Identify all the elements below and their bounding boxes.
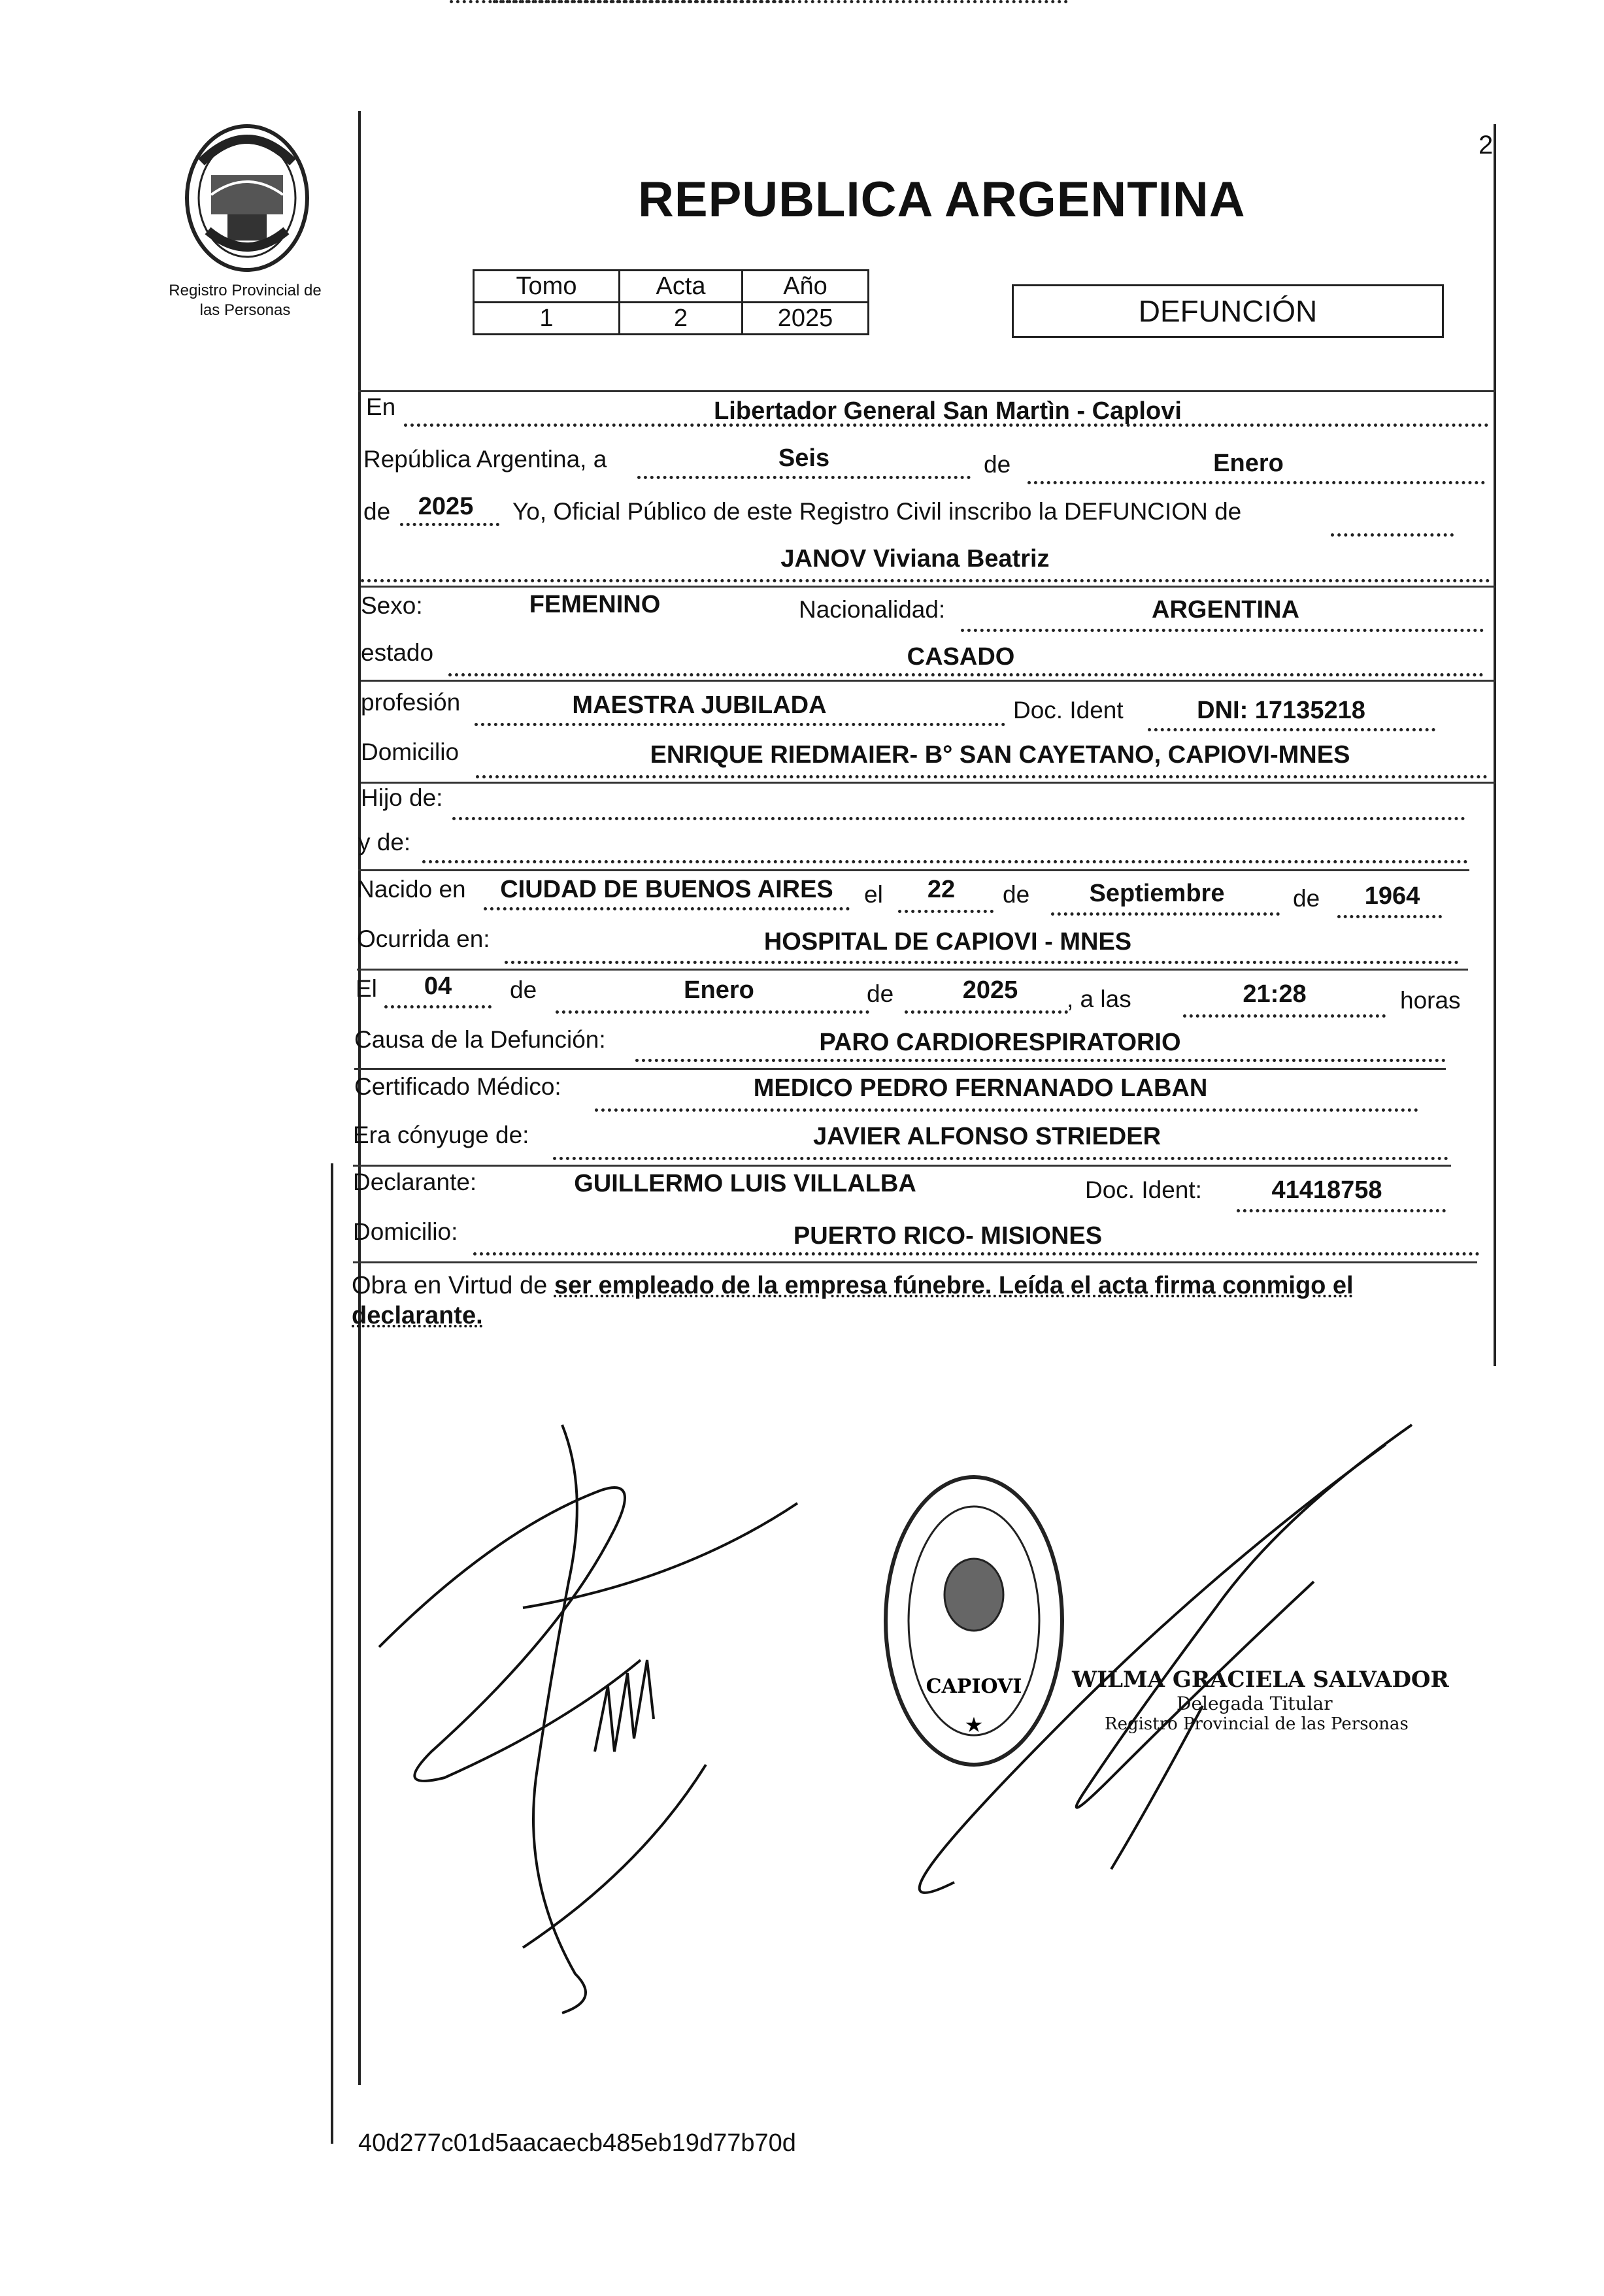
- official-signature: [920, 1425, 1412, 1893]
- row-separator: [353, 1165, 1451, 1167]
- dotted-line: [635, 1059, 1446, 1062]
- y-de-label: y de:: [358, 829, 411, 856]
- dotted-line: [1028, 481, 1485, 484]
- dotted-line: [556, 1010, 869, 1014]
- dotted-line: [1237, 1209, 1446, 1212]
- declarante-label: Declarante:: [353, 1169, 477, 1195]
- birth-day: 22: [927, 876, 956, 903]
- conyuge-value: JAVIER ALFONSO STRIEDER: [812, 1123, 1161, 1150]
- place-value: Libertador General San Martìn - Caplovi: [714, 397, 1182, 425]
- dotted-line: [404, 424, 1489, 427]
- logo-caption: [147, 281, 343, 320]
- declarante-value: GUILLERMO LUIS VILLALBA: [574, 1170, 916, 1197]
- de-year-label: de: [363, 498, 391, 525]
- record-value-row: [474, 303, 869, 335]
- page-number: 2: [1479, 131, 1494, 159]
- en-label: En: [366, 393, 396, 420]
- dotted-line: [961, 629, 1484, 632]
- dotted-line: [484, 907, 850, 910]
- alas-label: , a las: [1067, 986, 1131, 1012]
- death-de-label: de: [510, 976, 537, 1003]
- dotted-line: [448, 673, 1484, 676]
- anio-value: 2025: [743, 303, 869, 335]
- month-value: Enero: [1213, 450, 1284, 477]
- obra-label: Obra en Virtud de: [352, 1272, 548, 1299]
- el-death-label: El: [356, 975, 377, 1002]
- dotted-line: [1331, 533, 1454, 537]
- form-top-line: [358, 390, 1495, 392]
- nacionalidad-value: ARGENTINA: [1152, 596, 1299, 624]
- official-title: Delegada Titular: [1177, 1693, 1333, 1714]
- domicilio-label: Domicilio: [361, 739, 459, 765]
- estado-label: estado: [361, 639, 434, 666]
- decl-domicilio-value: PUERTO RICO- MISIONES: [793, 1222, 1103, 1250]
- row-separator: [358, 869, 1469, 871]
- death-de-label2: de: [867, 980, 894, 1007]
- dotted-line: [493, 0, 1068, 3]
- profesion-value: MAESTRA JUBILADA: [572, 691, 827, 719]
- registry-stamp: [886, 1477, 1062, 1765]
- row-separator: [361, 782, 1495, 784]
- dotted-line: [637, 476, 971, 479]
- el-label: el: [864, 881, 883, 908]
- dotted-line: [1337, 915, 1442, 918]
- year-value: 2025: [418, 493, 474, 520]
- record-type-box: DEFUNCIÓN: [1012, 284, 1444, 338]
- left-margin-line-lower: [331, 1163, 333, 2144]
- row-separator: [354, 1068, 1446, 1070]
- republica-label: República Argentina, a: [363, 446, 607, 473]
- doc-ident-label: Doc. Ident: [1013, 697, 1124, 724]
- record-table: [473, 269, 869, 335]
- dotted-line: [400, 523, 499, 526]
- birth-year: 1964: [1364, 882, 1420, 910]
- profesion-label: profesión: [361, 689, 461, 716]
- star-icon: ★: [964, 1712, 984, 1737]
- tomo-value: 1: [474, 303, 620, 335]
- dotted-line: [361, 579, 1490, 582]
- dotted-line: [452, 817, 1465, 820]
- nacido-label: Nacido en: [357, 876, 466, 903]
- de-label: de: [984, 451, 1011, 478]
- conyuge-label: Era cónyuge de:: [353, 1122, 529, 1148]
- death-year: 2025: [962, 976, 1018, 1004]
- acta-value: 2: [620, 303, 743, 335]
- causa-value: PARO CARDIORESPIRATORIO: [819, 1029, 1181, 1056]
- dotted-line: [1148, 728, 1435, 731]
- row-separator: [361, 680, 1495, 682]
- dotted-line: [505, 961, 1459, 964]
- sexo-label: Sexo:: [361, 592, 423, 619]
- birthplace-value: CIUDAD DE BUENOS AIRES: [500, 876, 833, 903]
- stamp-city: CAPIOVI: [926, 1675, 1022, 1698]
- doc-ident-value: DNI: 17135218: [1197, 697, 1365, 724]
- death-day: 04: [424, 973, 452, 1000]
- decl-doc-label: Doc. Ident:: [1085, 1176, 1202, 1203]
- birth-month: Septiembre: [1089, 880, 1225, 907]
- dotted-line: [553, 1157, 1448, 1160]
- dotted-line: [898, 910, 994, 913]
- obra-paragraph: [352, 1271, 1476, 1331]
- document-title: REPUBLICA ARGENTINA: [638, 172, 1246, 227]
- declarant-signature: [379, 1425, 797, 2013]
- dotted-line: [422, 860, 1468, 863]
- ocurrida-value: HOSPITAL DE CAPIOVI - MNES: [763, 928, 1132, 956]
- death-month: Enero: [684, 976, 754, 1004]
- nacionalidad-label: Nacionalidad:: [799, 596, 946, 623]
- right-margin-line: [1494, 124, 1496, 1366]
- birth-de-label2: de: [1293, 885, 1320, 912]
- decl-domicilio-label: Domicilio:: [353, 1218, 458, 1245]
- tomo-header: Tomo: [474, 271, 620, 303]
- logo-caption-line2: las Personas: [199, 301, 291, 319]
- ocurrida-label: Ocurrida en:: [357, 925, 490, 952]
- province-seal-logo: [182, 123, 312, 273]
- dotted-line: [384, 1005, 492, 1008]
- decl-doc-value: 41418758: [1271, 1176, 1382, 1204]
- deceased-name: JANOV Viviana Beatriz: [780, 545, 1050, 573]
- sexo-value: FEMENINO: [529, 591, 661, 618]
- death-time: 21:28: [1243, 980, 1307, 1008]
- document-hash: 40d277c01d5aacaecb485eb19d77b70d: [358, 2129, 796, 2157]
- dotted-line: [475, 723, 1005, 726]
- row-separator: [361, 586, 1495, 588]
- causa-label: Causa de la Defunción:: [354, 1026, 606, 1053]
- dotted-line: [476, 775, 1488, 778]
- signature-area: [366, 1412, 1445, 2065]
- anio-header: Año: [743, 271, 869, 303]
- certificado-value: MEDICO PEDRO FERNANADO LABAN: [753, 1074, 1208, 1102]
- inscribo-text: Yo, Oficial Público de este Registro Civil inscribo la DEFUNCION de: [512, 498, 1242, 525]
- obra-value: ser empleado de la empresa fúnebre. Leída el acta firma conmigo el declarante.: [352, 1272, 1354, 1329]
- row-separator: [357, 969, 1468, 971]
- dotted-line: [905, 1010, 1068, 1014]
- domicilio-value: ENRIQUE RIEDMAIER- B° SAN CAYETANO, CAPIOVI-MNES: [650, 741, 1350, 769]
- estado-value: CASADO: [907, 643, 1015, 671]
- logo-caption-line1: Registro Provincial de: [169, 282, 322, 299]
- official-office: Registro Provincial de las Personas: [1105, 1714, 1409, 1734]
- dotted-line: [473, 1252, 1480, 1256]
- dotted-line: [595, 1108, 1418, 1112]
- acta-header: Acta: [620, 271, 743, 303]
- hijo-label: Hijo de:: [361, 784, 443, 811]
- dotted-line: [1183, 1014, 1386, 1018]
- horas-label: horas: [1400, 987, 1461, 1014]
- row-separator: [353, 1261, 1477, 1263]
- certificado-label: Certificado Médico:: [354, 1073, 561, 1100]
- official-name: WILMA GRACIELA SALVADOR: [1072, 1667, 1449, 1693]
- birth-de-label: de: [1003, 881, 1030, 908]
- official-stamp-text: [1072, 1667, 1449, 1734]
- day-value: Seis: [778, 444, 830, 472]
- record-header-row: [474, 271, 869, 303]
- dotted-line: [1051, 912, 1280, 916]
